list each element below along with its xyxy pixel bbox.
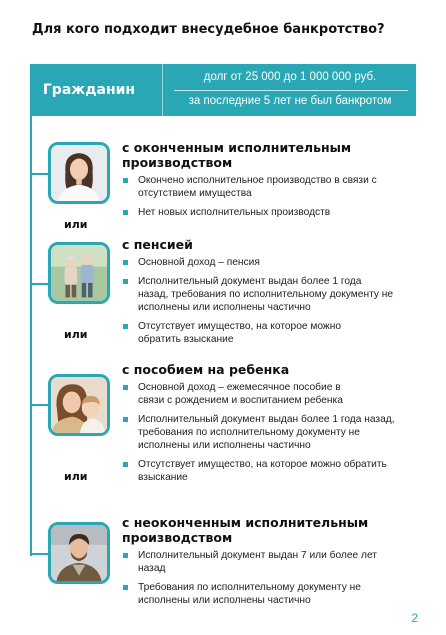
banner-separator xyxy=(162,64,163,116)
eligibility-banner xyxy=(30,64,416,116)
bullet-item: Исполнительный документ выдан 7 или более лет назад xyxy=(122,549,388,575)
banner-who: Гражданин xyxy=(42,82,136,98)
bullet-item: Отсутствует имущество, на которое можно обратить взыскание xyxy=(122,320,378,346)
timeline-branch xyxy=(30,173,48,175)
banner-who-box xyxy=(30,64,148,116)
section-bullets xyxy=(122,381,418,490)
section-bullets xyxy=(122,174,418,225)
section-title: с пенсией xyxy=(122,237,193,252)
or-connector: или xyxy=(64,218,88,231)
timeline-branch xyxy=(30,404,48,406)
bullet-item: Окончено исполнительное производство в связи с отсутствием имущества xyxy=(122,174,396,200)
woman-portrait-icon xyxy=(48,142,110,204)
bullet-item: Отсутствует имущество, на которое можно обратить взыскание xyxy=(122,458,396,484)
page-title: Для кого подходит внесудебное банкротство? xyxy=(32,22,385,37)
section-title: с неоконченным исполнительным производством xyxy=(122,515,369,545)
or-connector: или xyxy=(64,328,88,341)
elderly-couple-icon xyxy=(48,242,110,304)
man-portrait-icon xyxy=(48,522,110,584)
bullet-item: Основной доход – ежемесячное пособие в связи с рождением и воспитанием ребенка xyxy=(122,381,368,407)
timeline-branch xyxy=(30,553,48,555)
bullet-item: Нет новых исполнительных производств xyxy=(122,206,418,219)
timeline-line xyxy=(30,116,32,556)
banner-condition-debt: долг от 25 000 до 1 000 000 руб. xyxy=(203,71,377,83)
mother-child-icon xyxy=(48,374,110,436)
section-bullets xyxy=(122,549,418,613)
section-bullets xyxy=(122,256,412,352)
section-title: с оконченным исполнительным производством xyxy=(122,140,352,170)
bullet-item: Основной доход – пенсия xyxy=(122,256,412,269)
section-title: с пособием на ребенка xyxy=(122,362,290,377)
banner-divider xyxy=(174,90,408,91)
bullet-item: Требования по исполнительному документу не исполнены или исполнены частично xyxy=(122,581,396,607)
bullet-item: Исполнительный документ выдан более 1 года назад, требования по исполнительному документу не исполнены или исполнены частично xyxy=(122,275,394,314)
bullet-item: Исполнительный документ выдан более 1 года назад, требования по исполнительному документу не исполнены или исполнены частично xyxy=(122,413,396,452)
page-number: 2 xyxy=(411,611,418,625)
or-connector: или xyxy=(64,470,88,483)
timeline-branch xyxy=(30,283,48,285)
banner-condition-history: за последние 5 лет не был банкротом xyxy=(188,95,392,107)
